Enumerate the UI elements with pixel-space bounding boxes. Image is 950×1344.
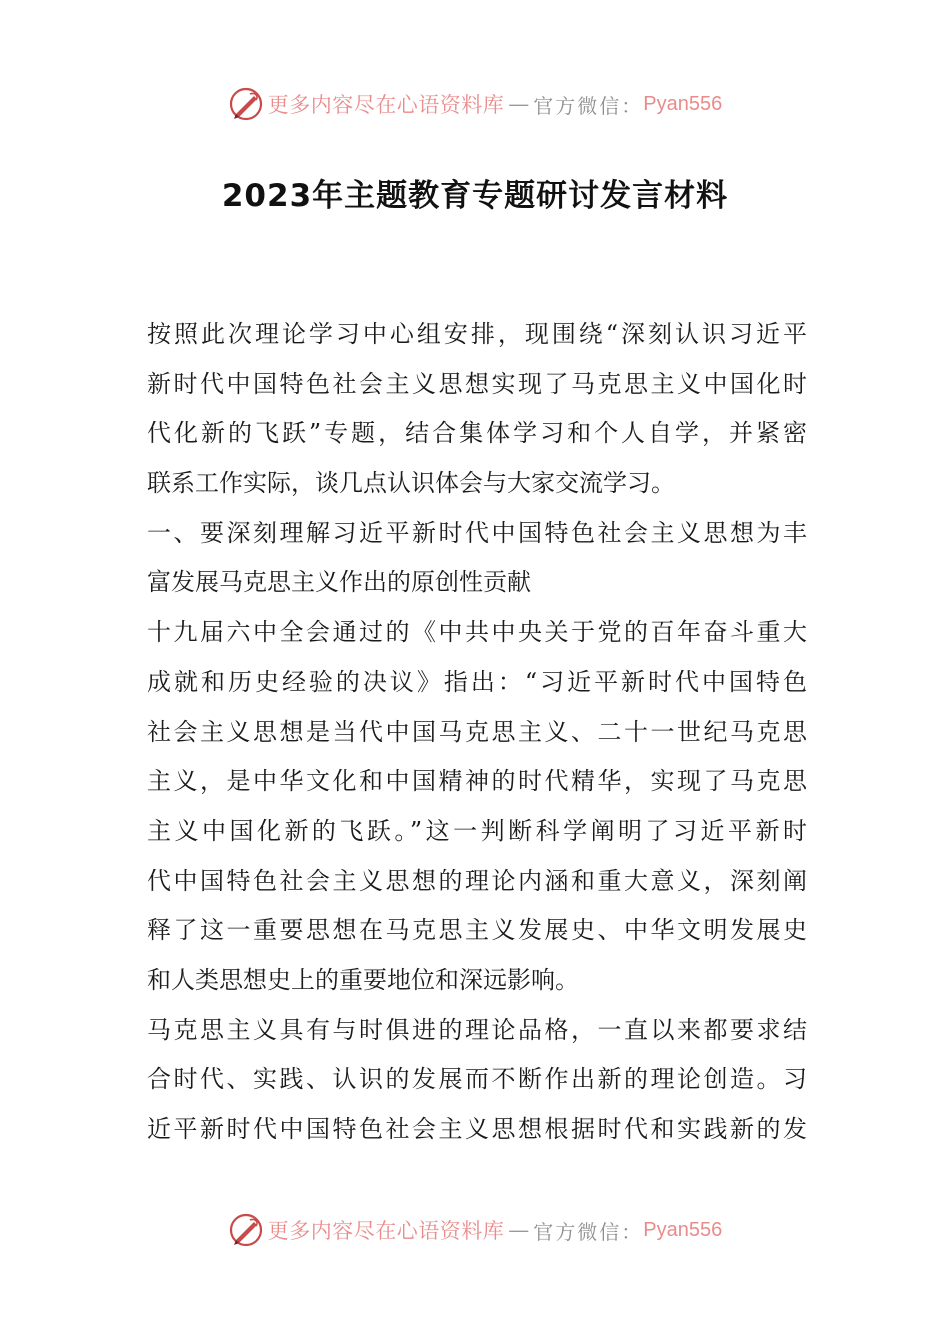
- text-line: 主义中国化新的飞跃。”这一判断科学阐明了习近平新时: [147, 816, 807, 845]
- pen-logo-icon: [228, 1212, 264, 1248]
- text-line: 近平新时代中国特色社会主义思想根据时代和实践新的发: [147, 1115, 807, 1143]
- pen-logo-icon: [228, 86, 264, 122]
- text-line: 主义，是中华文化和中国精神的时代精华，实现了马克思: [147, 767, 807, 796]
- banner-text: 更多内容尽在心语资料库: [267, 93, 505, 117]
- section-heading-line: 一、要深刻理解习近平新时代中国特色社会主义思想为丰: [147, 518, 807, 547]
- banner-separator: —: [508, 1218, 530, 1242]
- text-line: 合时代、实践、认识的发展而不断作出新的理论创造。习: [147, 1065, 807, 1094]
- text-line: 社会主义思想是当代中国马克思主义、二十一世纪马克思: [147, 717, 807, 746]
- text-line: 联系工作实际，谈几点认识体会与大家交流学习。: [147, 469, 675, 498]
- document-title: 2023年主题教育专题研讨发言材料: [221, 178, 729, 214]
- text-line: 马克思主义具有与时俱进的理论品格，一直以来都要求结: [147, 1015, 807, 1044]
- text-line: 和人类思想史上的重要地位和深远影响。: [147, 965, 579, 994]
- text-line: 释了这一重要思想在马克思主义发展史、中华文明发展史: [147, 916, 807, 945]
- wechat-label: 官方微信：: [533, 1219, 644, 1244]
- section-heading-line: 富发展马克思主义作出的原创性贡献: [147, 568, 531, 597]
- header-banner[interactable]: [0, 82, 950, 126]
- text-line: 新时代中国特色社会主义思想实现了马克思主义中国化时: [147, 369, 807, 398]
- banner-text: 更多内容尽在心语资料库: [267, 1219, 505, 1243]
- wechat-id: Pyan556: [643, 92, 723, 115]
- text-line: 十九届六中全会通过的《中共中央关于党的百年奋斗重大: [147, 618, 807, 647]
- wechat-label: 官方微信：: [533, 93, 644, 118]
- text-line: 成就和历史经验的决议》指出：“习近平新时代中国特色: [147, 667, 807, 696]
- text-line: 代中国特色社会主义思想的理论内涵和重大意义，深刻阐: [147, 866, 807, 895]
- footer-banner[interactable]: [0, 1208, 950, 1252]
- wechat-id: Pyan556: [643, 1218, 723, 1241]
- document-body: [147, 310, 807, 1155]
- text-line: 按照此次理论学习中心组安排，现围绕“深刻认识习近平: [147, 320, 807, 348]
- text-line: 代化新的飞跃”专题，结合集体学习和个人自学，并紧密: [147, 419, 807, 448]
- banner-separator: —: [508, 92, 530, 116]
